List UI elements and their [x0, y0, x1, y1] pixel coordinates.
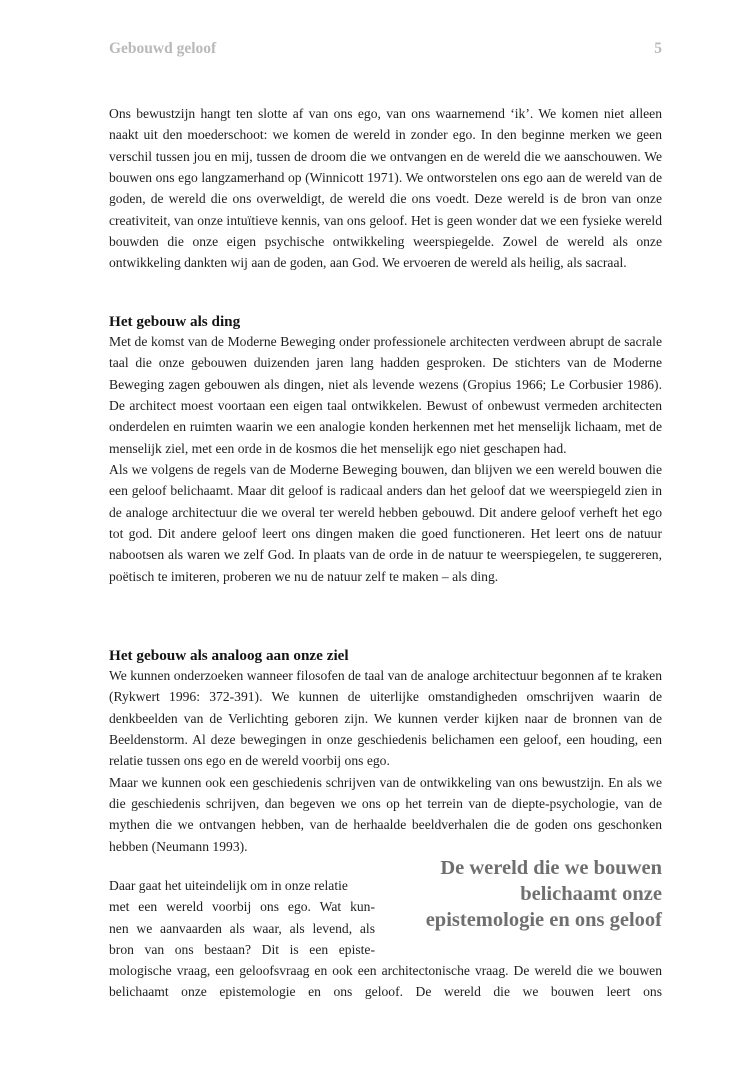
running-head-title: Gebouwd geloof: [109, 40, 217, 57]
continuation-text: [109, 960, 662, 1003]
section-ziel-text: [109, 665, 662, 857]
wrap-line: nen we aanvaarden als waar, als levend, als: [109, 920, 375, 936]
pullquote-line: De wereld die we bouwen: [440, 857, 662, 879]
section-heading-ding: Het gebouw als ding: [109, 313, 241, 330]
running-head: [109, 40, 662, 62]
intro-text: [109, 103, 662, 274]
pullquote-line: epistemologie en ons geloof: [425, 909, 662, 931]
continuation-paragraph: mologische vraag, een geloofsvraag en ook een architectonische vraag. De wereld die we bouwen belichaamt onze epistemologie en ons geloof. De wereld die we bouwen leert ons: [109, 963, 662, 1000]
section-heading-ziel: Het gebouw als analoog aan onze ziel: [109, 647, 349, 664]
section-ziel-paragraph-2: Maar we kunnen ook een geschiedenis schrijven van de ontwikkeling van ons bewustzijn. En als we die geschiedenis schrijven, dan begeven we ons op het terrein van de diepte-psychologie, van de mythen die we ontvangen hebben, van de herhaalde beeldverhalen die de goden ons geschonken hebben (Neumann 1993).: [109, 774, 662, 854]
section-ding-text: [109, 331, 662, 587]
intro-paragraph: Ons bewustzijn hangt ten slotte af van ons ego, van ons waarnemend ‘ik’. We komen niet alleen naakt uit den moederschoot: we komen de wereld in zonder ego. In den beginne merken we geen verschil tussen jou en mij, tussen de droom die we ontvangen en de wereld die we aanschouwen. We bouwen ons ego langzamerhand op (Winnicott 1971). We ontworstelen ons ego aan de wereld van de goden, de wereld die ons overweldigt, de wereld die ons voedt. Deze wereld is de bron van onze creativiteit, van onze intuïtieve kennis, van ons geloof. Het is geen wonder dat we een fysieke wereld bouwden die onze eigen psychische ontwikkeling weerspiegelde. Zowel de wereld als onze ontwikkeling dankten wij aan de goden, aan God. We ervoeren de wereld als heilig, als sacraal.: [109, 106, 662, 271]
section-ziel-paragraph-1: We kunnen onderzoeken wanneer filosofen de taal van de analoge architectuur begonnen af te kraken (Rykwert 1996: 372-391). We kunnen de uiterlijke omstandigheden omschrijven waarin de denkbeelden van de Verlichting geboren zijn. We kunnen verder kijken naar de bronnen van de Beeldenstorm. Al deze bewegingen in onze geschiedenis belichamen een geloof, een houding, een relatie tussen ons ego en de wereld voorbij ons ego.: [109, 668, 662, 769]
page-number: 5: [654, 40, 662, 57]
pullquote-line: belichaamt onze: [520, 883, 662, 905]
wrap-line: Daar gaat het uiteindelijk om in onze relatie: [109, 878, 348, 893]
wrap-line: met een wereld voorbij ons ego. Wat kun-: [109, 899, 375, 915]
wrap-line: bron van ons bestaan? Dit is een episte-: [109, 942, 375, 958]
section-ding-paragraph-1: Met de komst van de Moderne Beweging onder professionele architecten verdween abrupt de sacrale taal die onze gebouwen duizenden jaren lang hadden gesproken. De stichters van de Moderne Beweging zagen gebouwen als dingen, niet als levende wezens (Gropius 1966; Le Corbusier 1986). De architect moest voortaan een eigen taal ontwikkelen. Bewust of onbewust vermeden architecten onderdelen en ruimten waarin we een analogie konden herkennen met het menselijk lichaam, met de menselijk ziel, met een orde in de kosmos die het menselijk ego niet geschapen had.: [109, 334, 662, 456]
section-ding-paragraph-2: Als we volgens de regels van de Moderne Beweging bouwen, dan blijven we een wereld bouwen die een geloof belichaamt. Maar dit geloof is radicaal anders dan het geloof dat we weerspiegeld zien in de analoge architectuur die we overal ter wereld hebben gebouwd. Dit andere geloof verheft het ego tot god. Dit andere geloof leert ons dingen maken die goed functioneren. Het leert ons de natuur nabootsen als waren we zelf God. In plaats van de orde in de natuur te weerspiegelen, te suggereren, poëtisch te imiteren, proberen we nu de natuur zelf te maken – als ding.: [109, 462, 662, 584]
pullquote: [395, 855, 662, 933]
pullquote-wrap-text: [109, 875, 375, 960]
